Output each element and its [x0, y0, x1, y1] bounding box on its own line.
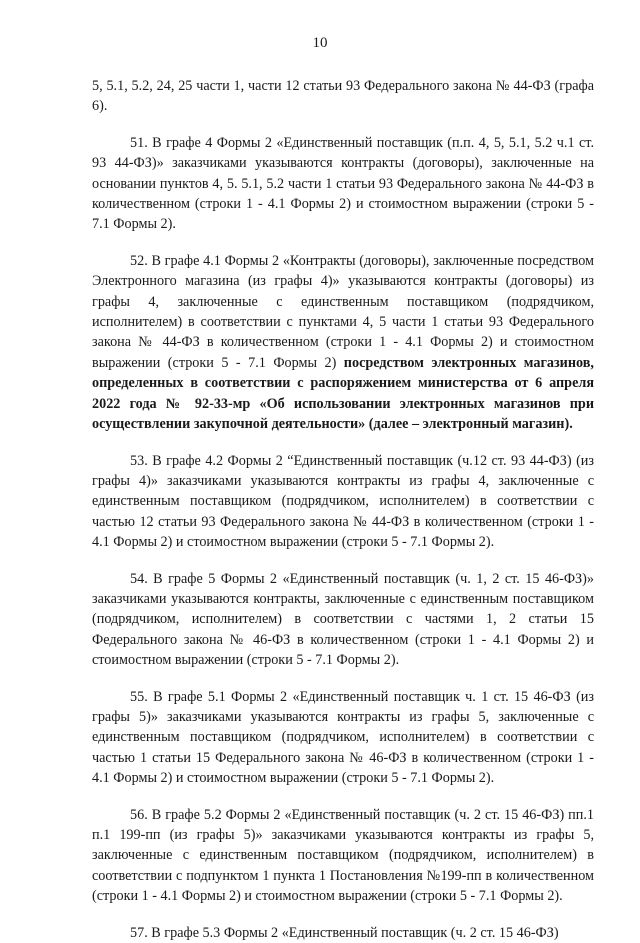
- paragraph-52-bold-text: посредством электронных магазинов, определенных в соответствии с распоряжением министерства от 6 апреля 2022 года № 92-33-мр «Об использовании электронных магазинов при осуществлении закупочной деятельности» (далее – электронный магазин).: [92, 354, 594, 433]
- page-number: 10: [312, 35, 328, 51]
- paragraph-53: 53. В графе 4.2 Формы 2 “Единственный поставщик (ч.12 ст. 93 44-ФЗ) (из графы 4)» заказчиками указываются контракты из графы 4, заключенные с единственным поставщиком (подрядчиком, исполнителем) в соответствии с частью 12 статьи 93 Федерального закона № 44-ФЗ в количественном (строки 1 - 4.1 Формы 2) и стоимостном выражении (строки 5 - 7.1 Формы 2).: [92, 452, 594, 551]
- paragraph-52: [92, 251, 594, 435]
- paragraph-55: 55. В графе 5.1 Формы 2 «Единственный поставщик ч. 1 ст. 15 46-ФЗ (из графы 5)» заказчиками указываются контракты из графы 5, заключенные с единственным поставщиком (подрядчиком, исполнителем) в соответствии с частью 1 статьи 15 Федерального закона № 46-ФЗ в количественном (строки 1 - 4.1 Формы 2) и стоимостном выражении (строки 5 - 7.1 Формы 2).: [92, 688, 594, 787]
- paragraph-54: 54. В графе 5 Формы 2 «Единственный поставщик (ч. 1, 2 ст. 15 46-ФЗ)» заказчиками указываются контракты, заключенные с единственным поставщиком (подрядчиком, исполнителем) в соответствии с частями 1, 2 статьи 15 Федерального закона № 46-ФЗ в количественном (строки 1 - 4.1 Формы 2) и стоимостном выражении (строки 5 - 7.1 Формы 2).: [92, 570, 594, 669]
- paragraph-57: 57. В графе 5.3 Формы 2 «Единственный поставщик (ч. 2 ст. 15 46-ФЗ): [130, 924, 559, 941]
- paragraph-52-text: 52. В графе 4.1 Формы 2 «Контракты (договоры), заключенные посредством Электронного магазина (из графы 4)» указываются контракты (договоры) из графы 4, заключенные с единственным поставщиком (подрядчиком, исполнителем) в соответствии с пунктами 4, 5 части 1 статьи 93 Федерального закона № 44-ФЗ в количественном (строки 1 - 4.1 Формы 2) и стоимостном выражении (строки 5 - 7.1 Формы 2): [92, 252, 594, 371]
- paragraph-51: 51. В графе 4 Формы 2 «Единственный поставщик (п.п. 4, 5, 5.1, 5.2 ч.1 ст. 93 44-ФЗ)» заказчиками указываются контракты (договоры), заключенные на основании пунктов 4, 5. 5.1, 5.2 части 1 статьи 93 Федерального закона № 44-ФЗ в количественном (строки 1 - 4.1 Формы 2) и стоимостном выражении (строки 5 - 7.1 Формы 2).: [92, 134, 594, 233]
- document-body: [92, 76, 594, 943]
- paragraph-56: 56. В графе 5.2 Формы 2 «Единственный поставщик (ч. 2 ст. 15 46-ФЗ) пп.1 п.1 199-пп (из графы 5)» заказчиками указываются контракты из графы 5, заключенные с единственным поставщиком (подрядчиком, исполнителем) в соответствии с подпунктом 1 пункта 1 Постановления №199-пп в количественном (строки 1 - 4.1 Формы 2) и стоимостном выражении (строки 5 - 7.1 Формы 2).: [92, 806, 594, 905]
- paragraph-continuation: 5, 5.1, 5.2, 24, 25 части 1, части 12 статьи 93 Федерального закона № 44-ФЗ (графа 6).: [92, 78, 594, 115]
